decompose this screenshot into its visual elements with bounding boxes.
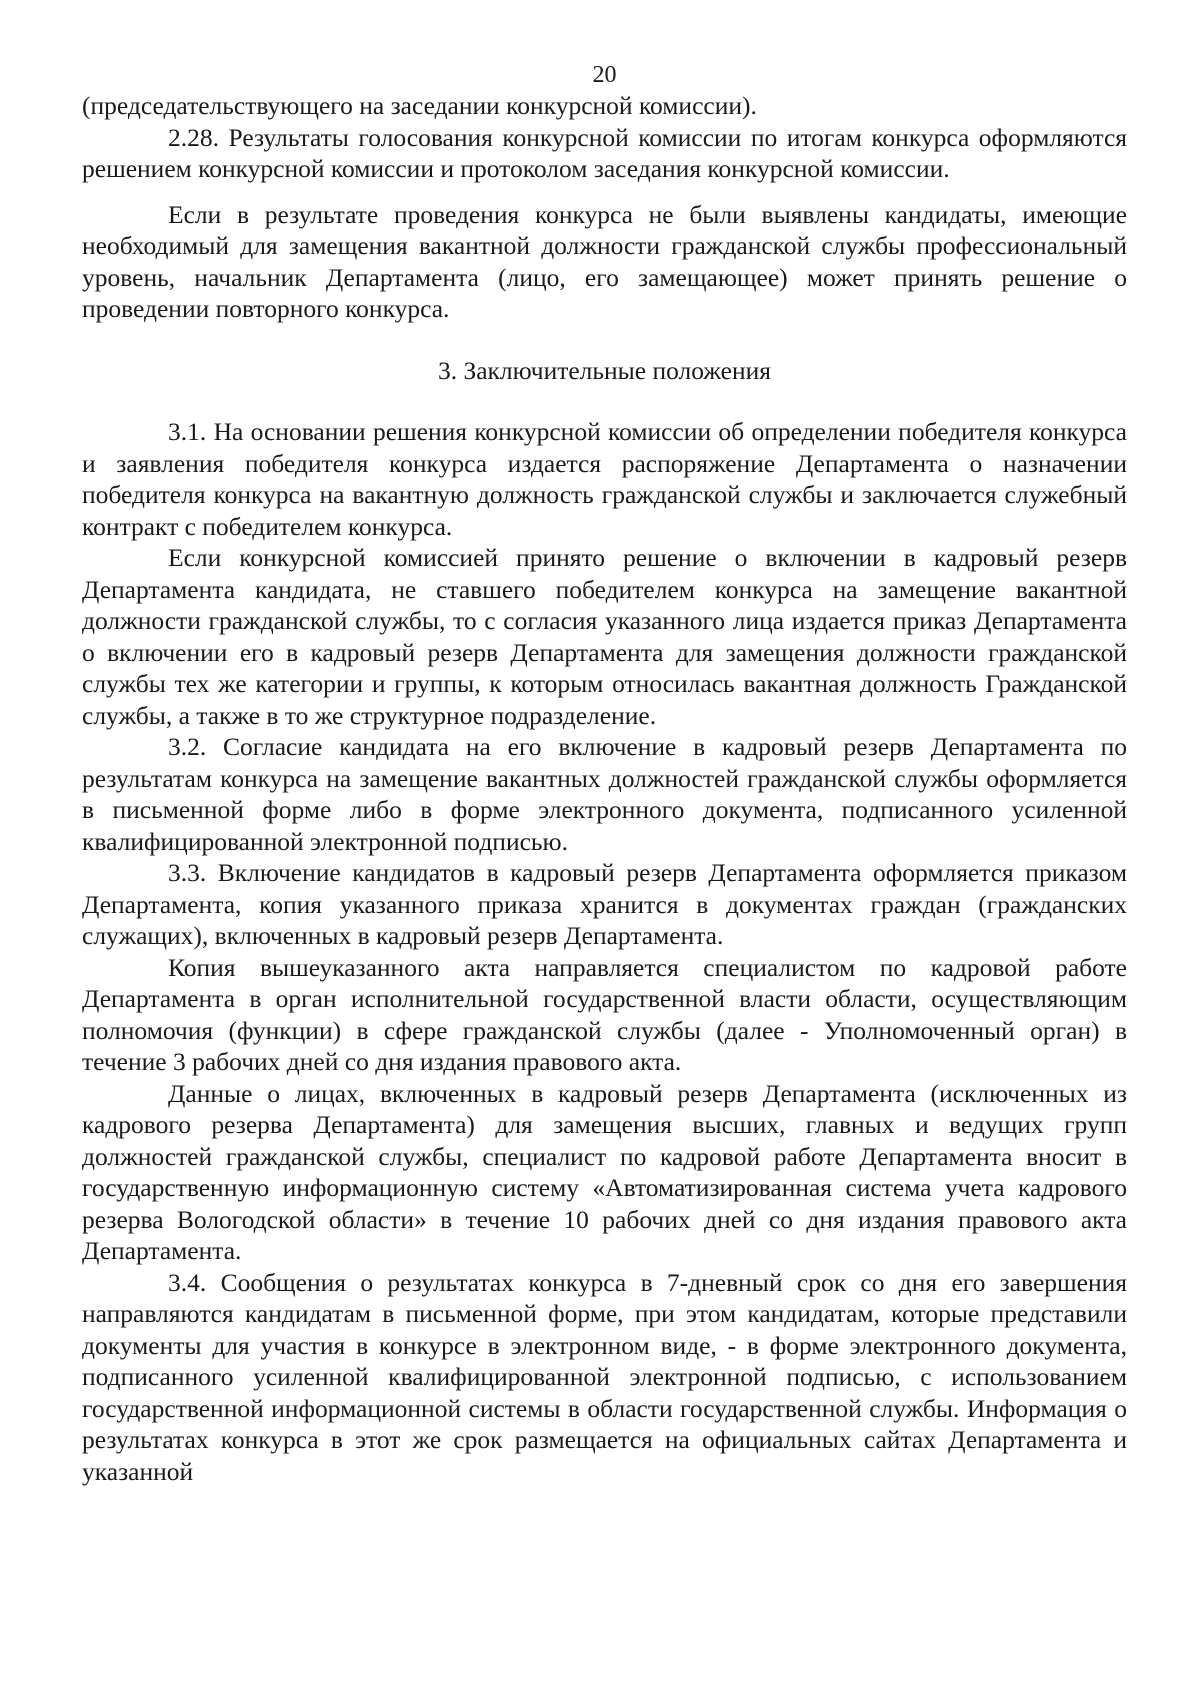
paragraph-repeat-contest: Если в результате проведения конкурса не были выявлены кандидаты, имеющие необходимый для замещения вакантной должности гражданской службы профессиональный уровень, начальник Департамента (лицо, его замещающее) может принять решение о проведении повторного конкурса. [82, 199, 1127, 323]
page-number: 20 [592, 62, 617, 88]
paragraph-2-28: 2.28. Результаты голосования конкурсной комиссии по итогам конкурса оформляются решением конкурсной комиссии и протоколом заседания конкурсной комиссии. [82, 122, 1127, 183]
section-heading: 3. Заключительные положения [437, 355, 772, 385]
paragraph-act-copy: Копия вышеуказанного акта направляется специалистом по кадровой работе Департамента в орган исполнительной государственной власти области, осуществляющим полномочия (функции) в сфере гражданской службы (далее - Уполномоченный орган) в течение 3 рабочих дней со дня издания правового акта. [82, 952, 1127, 1076]
paragraph-3-4: 3.4. Сообщения о результатах конкурса в 7-дневный срок со дня его завершения направляются кандидатам в письменной форме, при этом кандидатам, которые представили документы для участия в конкурсе в электронном виде, - в форме электронного документа, подписанного усиленной квалифицированной электронной подписью, с использованием государственной информационной системы в области государственной службы. Информация о результатах конкурса в этот же срок размещается на официальных сайтах Департамента и указанной [82, 1267, 1127, 1486]
paragraph-reserve-inclusion: Если конкурсной комиссией принято решение о включении в кадровый резерв Департамента кандидата, не ставшего победителем конкурса на замещение вакантной должности гражданской службы, то с согласия указанного лица издается приказ Департамента о включении его в кадровый резерв Департамента для замещения должности гражданской службы тех же категории и группы, к которым относилась вакантная должность Гражданской службы, а также в то же структурное подразделение. [82, 543, 1127, 730]
document-page [82, 60, 1127, 1487]
paragraph-3-3: 3.3. Включение кандидатов в кадровый резерв Департамента оформляется приказом Департамента, копия указанного приказа хранится в документах граждан (гражданских служащих), включенных в кадровый резерв Департамента. [82, 858, 1127, 950]
paragraph-chairman-continuation: (председательствующего на заседании конкурсной комиссии). [82, 91, 757, 120]
paragraph-reserve-data: Данные о лицах, включенных в кадровый резерв Департамента (исключенных из кадрового резерва Департамента) для замещения высших, главных и ведущих групп должностей гражданской службы, специалист по кадровой работе Департамента вносит в государственную информационную систему «Автоматизированная система учета кадрового резерва Вологодской области» в течение 10 рабочих дней со дня издания правового акта Департамента. [82, 1078, 1127, 1265]
paragraph-3-2: 3.2. Согласие кандидата на его включение в кадровый резерв Департамента по результатам конкурса на замещение вакантных должностей гражданской службы оформляется в письменной форме либо в форме электронного документа, подписанного усиленной квалифицированной электронной подписью. [82, 732, 1127, 856]
paragraph-3-1: 3.1. На основании решения конкурсной комиссии об определении победителя конкурса и заявления победителя конкурса издается распоряжение Департамента о назначении победителя конкурса на вакантную должность гражданской службы и заключается служебный контракт с победителем конкурса. [82, 417, 1127, 541]
